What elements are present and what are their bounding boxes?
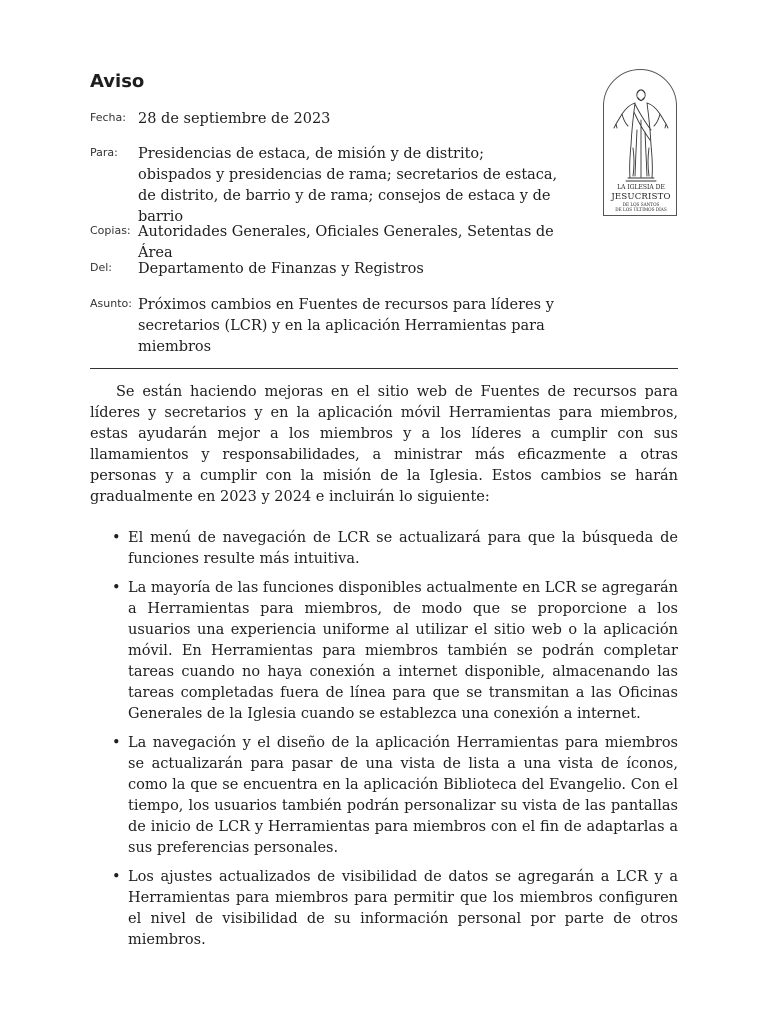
notice-body	[90, 382, 678, 959]
copies-value: Autoridades Generales, Oficiales Generales, Setentas de Área	[138, 224, 554, 261]
logo-line-4: DE LOS ÚLTIMOS DÍAS	[615, 207, 667, 212]
changes-list	[90, 528, 678, 951]
recipients-value: Presidencias de estaca, de misión y de distrito; obispados y presidencias de rama; secretarios de estaca, de distrito, de barrio y de rama; consejos de estaca y de barrio	[138, 146, 558, 225]
bullet-icon: •	[112, 735, 121, 751]
recipients-label: Para:	[90, 146, 118, 159]
list-item	[90, 578, 678, 725]
header-divider	[90, 368, 678, 369]
logo-line-2: JESUCRISTO	[611, 192, 671, 202]
list-item-text: La navegación y el diseño de la aplicación Herramientas para miembros se actualizarán para pasar de una vista de lista a una vista de íconos, como la que se encuentra en la aplicación Biblioteca del Evangelio. Con el tiempo, los usuarios también podrán personalizar su vista de las pantallas de inicio de LCR y Herramientas para miembros con el fin de adaptarlas a sus preferencias personales.	[128, 735, 678, 856]
list-item	[90, 733, 678, 859]
list-item	[90, 867, 678, 951]
bullet-icon: •	[112, 580, 121, 596]
date-value: 28 de septiembre de 2023	[138, 111, 331, 127]
logo-line-1: LA IGLESIA DE	[617, 184, 665, 191]
list-item	[90, 528, 678, 570]
list-item-text: El menú de navegación de LCR se actualizará para que la búsqueda de funciones resulte más intuitiva.	[128, 530, 678, 567]
document-title: Aviso	[90, 71, 145, 92]
bullet-icon: •	[112, 530, 121, 546]
copies-label: Copias:	[90, 224, 131, 237]
list-item-text: Los ajustes actualizados de visibilidad de datos se agregarán a LCR y a Herramientas para miembros para permitir que los miembros configuren el nivel de visibilidad de su información personal por parte de otros miembros.	[128, 869, 678, 948]
sender-label: Del:	[90, 261, 112, 274]
sender-value: Departamento de Finanzas y Registros	[138, 261, 424, 277]
subject-value: Próximos cambios en Fuentes de recursos para líderes y secretarios (LCR) y en la aplicación Herramientas para miembros	[138, 297, 554, 355]
intro-paragraph: Se están haciendo mejoras en el sitio web de Fuentes de recursos para líderes y secretarios y en la aplicación móvil Herramientas para miembros, estas ayudarán mejor a los miembros y a los líderes a cumplir con sus llamamientos y responsabilidades, a ministrar más eficazmente a otras personas y a cumplir con la misión de la Iglesia. Estos cambios se harán gradualmente en 2023 y 2024 e incluirán lo siguiente:	[90, 384, 678, 505]
bullet-icon: •	[112, 869, 121, 885]
subject-label: Asunto:	[90, 297, 132, 310]
church-logo	[603, 69, 677, 216]
list-item-text: La mayoría de las funciones disponibles actualmente en LCR se agregarán a Herramientas para miembros, de modo que se proporcione a los usuarios una experiencia uniforme al utilizar el sitio web o la aplicación móvil. En Herramientas para miembros también se podrán completar tareas cuando no haya conexión a internet disponible, almacenando las tareas completadas fuera de línea para que se transmitan a las Oficinas Generales de la Iglesia cuando se establezca una conexión a internet.	[128, 580, 678, 722]
logo-line-3: DE LOS SANTOS	[622, 202, 660, 207]
date-label: Fecha:	[90, 111, 126, 124]
